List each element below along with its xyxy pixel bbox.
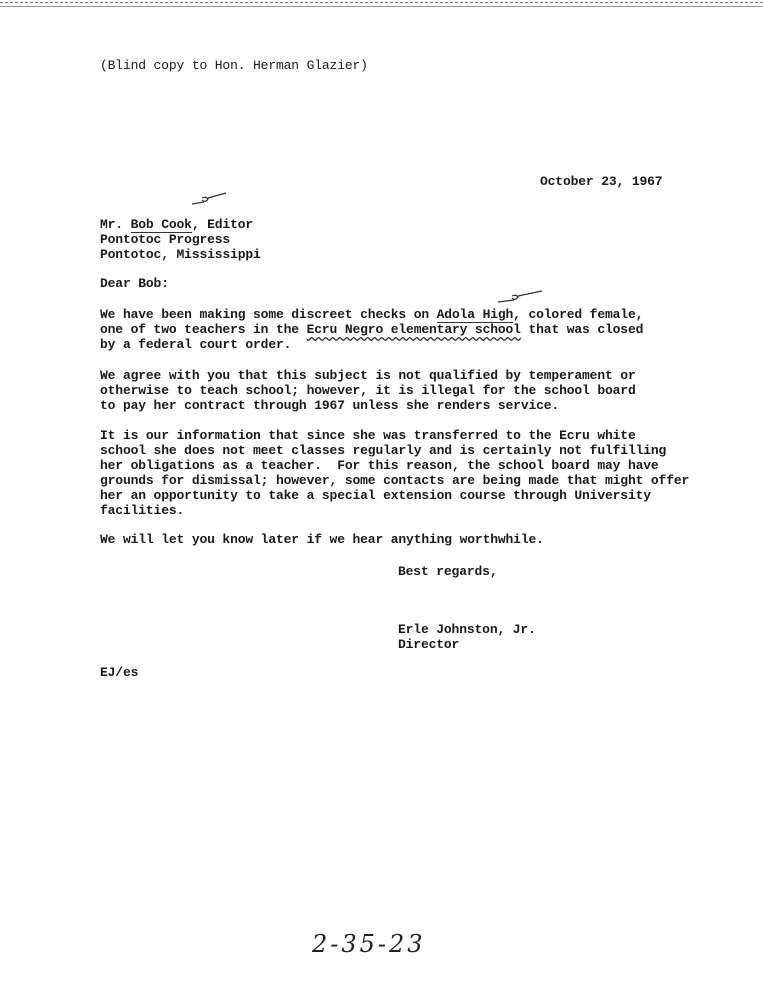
school-name: Ecru Negro elementary school [306, 322, 521, 337]
addressee-name: Bob Cook [130, 217, 192, 232]
addressee-city: Pontotoc, Mississippi [100, 247, 261, 262]
addressee-line [100, 217, 253, 232]
paragraph-2-line-3: to pay her contract through 1967 unless she renders service. [100, 398, 560, 413]
handwritten-check-mark [190, 192, 230, 208]
teacher-name: Adola High [436, 307, 514, 322]
addressee-title: , Editor [191, 217, 254, 232]
salutation: Dear Bob: [100, 276, 169, 291]
paragraph-1-line-3: by a federal court order. [100, 337, 292, 352]
addressee-prefix: Mr. [100, 217, 131, 232]
paragraph-3-line-4: grounds for dismissal; however, some contacts are being made that might offer [100, 473, 690, 488]
paragraph-3-line-3: her obligations as a teacher. For this reason, the school board may have [100, 458, 659, 473]
para1-text-b: , colored female, [513, 307, 644, 322]
paragraph-2-line-1: We agree with you that this subject is not qualified by temperament or [100, 368, 636, 383]
file-number-handwritten: 2-35-23 [312, 930, 426, 958]
closing: Best regards, [398, 564, 498, 579]
top-border-rule [0, 2, 763, 7]
signer-name: Erle Johnston, Jr. [398, 622, 536, 637]
letter-date: October 23, 1967 [540, 174, 663, 189]
blind-copy-note: (Blind copy to Hon. Herman Glazier) [100, 58, 368, 73]
paragraph-1-line-2 [100, 322, 643, 337]
signer-title: Director [398, 637, 460, 652]
paragraph-4: We will let you know later if we hear anything worthwhile. [100, 532, 544, 547]
paragraph-2-line-2: otherwise to teach school; however, it is illegal for the school board [100, 383, 636, 398]
addressee-paper: Pontotoc Progress [100, 232, 231, 247]
paragraph-3-line-6: facilities. [100, 503, 185, 518]
typist-initials: EJ/es [100, 665, 139, 680]
paragraph-3-line-5: her an opportunity to take a special extension course through University [100, 488, 651, 503]
paragraph-3-line-2: school she does not meet classes regularly and is certainly not fulfilling [100, 443, 667, 458]
paragraph-1-line-1 [100, 307, 643, 322]
paragraph-3-line-1: It is our information that since she was transferred to the Ecru white [100, 428, 636, 443]
para1-text-d: that was closed [520, 322, 644, 337]
handwritten-edit-mark [496, 290, 546, 308]
para1-text-a: We have been making some discreet checks on [100, 307, 437, 322]
para1-text-c: one of two teachers in the [100, 322, 307, 337]
